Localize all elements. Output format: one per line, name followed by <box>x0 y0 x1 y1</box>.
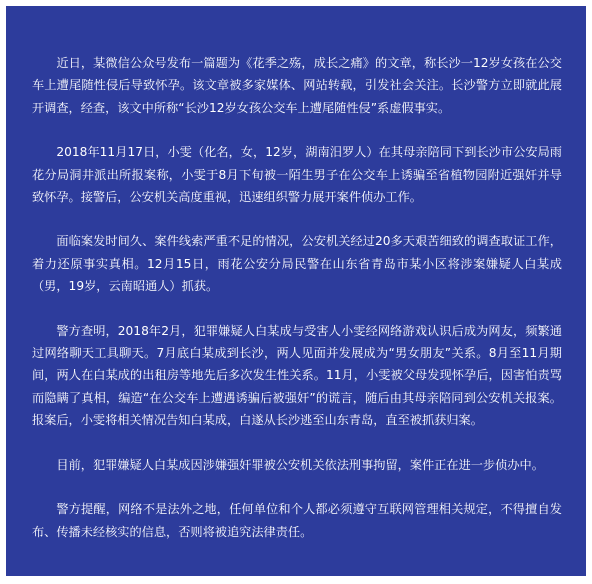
paragraph-findings: 警方查明，2018年2月，犯罪嫌疑人白某成与受害人小雯经网络游戏认识后成为网友，频繁通过网络聊天工具聊天。7月底白某成到长沙，两人见面并发展成为“男女朋友”关系。8月至11月期间，两人在白某成的出租房等地先后多次发生性关系。11月，小雯被父母发现怀孕后，因害怕责骂而隐瞒了真相，编造“在公交车上遭遇诱骗后被强奸”的谎言，随后由其母亲陪同到公安机关报案。报案后，小雯将相关情况告知白某成，白遂从长沙逃至山东青岛，直至被抓获归案。 <box>32 323 562 428</box>
paragraph-arrest: 面临案发时间久、案件线索严重不足的情况，公安机关经过20多天艰苦细致的调查取证工作，着力还原事实真相。12月15日，雨花公安分局民警在山东省青岛市某小区将涉案嫌疑人白某成（男，19岁，云南昭通人）抓获。 <box>32 234 562 294</box>
paragraph-warning: 警方提醒，网络不是法外之地，任何单位和个人都必须遵守互联网管理相关规定，不得擅自发布、传播未经核实的信息，否则将被追究法律责任。 <box>32 502 562 539</box>
paragraph-intro: 近日，某微信公众号发布一篇题为《花季之殇，成长之痛》的文章，称长沙一12岁女孩在公交车上遭尾随性侵后导致怀孕。该文章被多家媒体、网站转载，引发社会关注。长沙警方立即就此展开调查，经查，该文中所称“长沙12岁女孩公交车上遭尾随性侵”系虚假事实。 <box>32 56 562 115</box>
paragraph-status: 目前，犯罪嫌疑人白某成因涉嫌强奸罪被公安机关依法刑事拘留，案件正在进一步侦办中。 <box>56 457 544 472</box>
police-notice-panel <box>6 6 586 576</box>
paragraph-report: 2018年11月17日，小雯（化名，女，12岁，湖南汨罗人）在其母亲陪同下到长沙市公安局雨花分局洞井派出所报案称，小雯于8月下旬被一陌生男子在公交车上诱骗至省植物园附近强奸并导致怀孕。接警后，公安机关高度重视，迅速组织警力展开案件侦办工作。 <box>32 145 562 205</box>
